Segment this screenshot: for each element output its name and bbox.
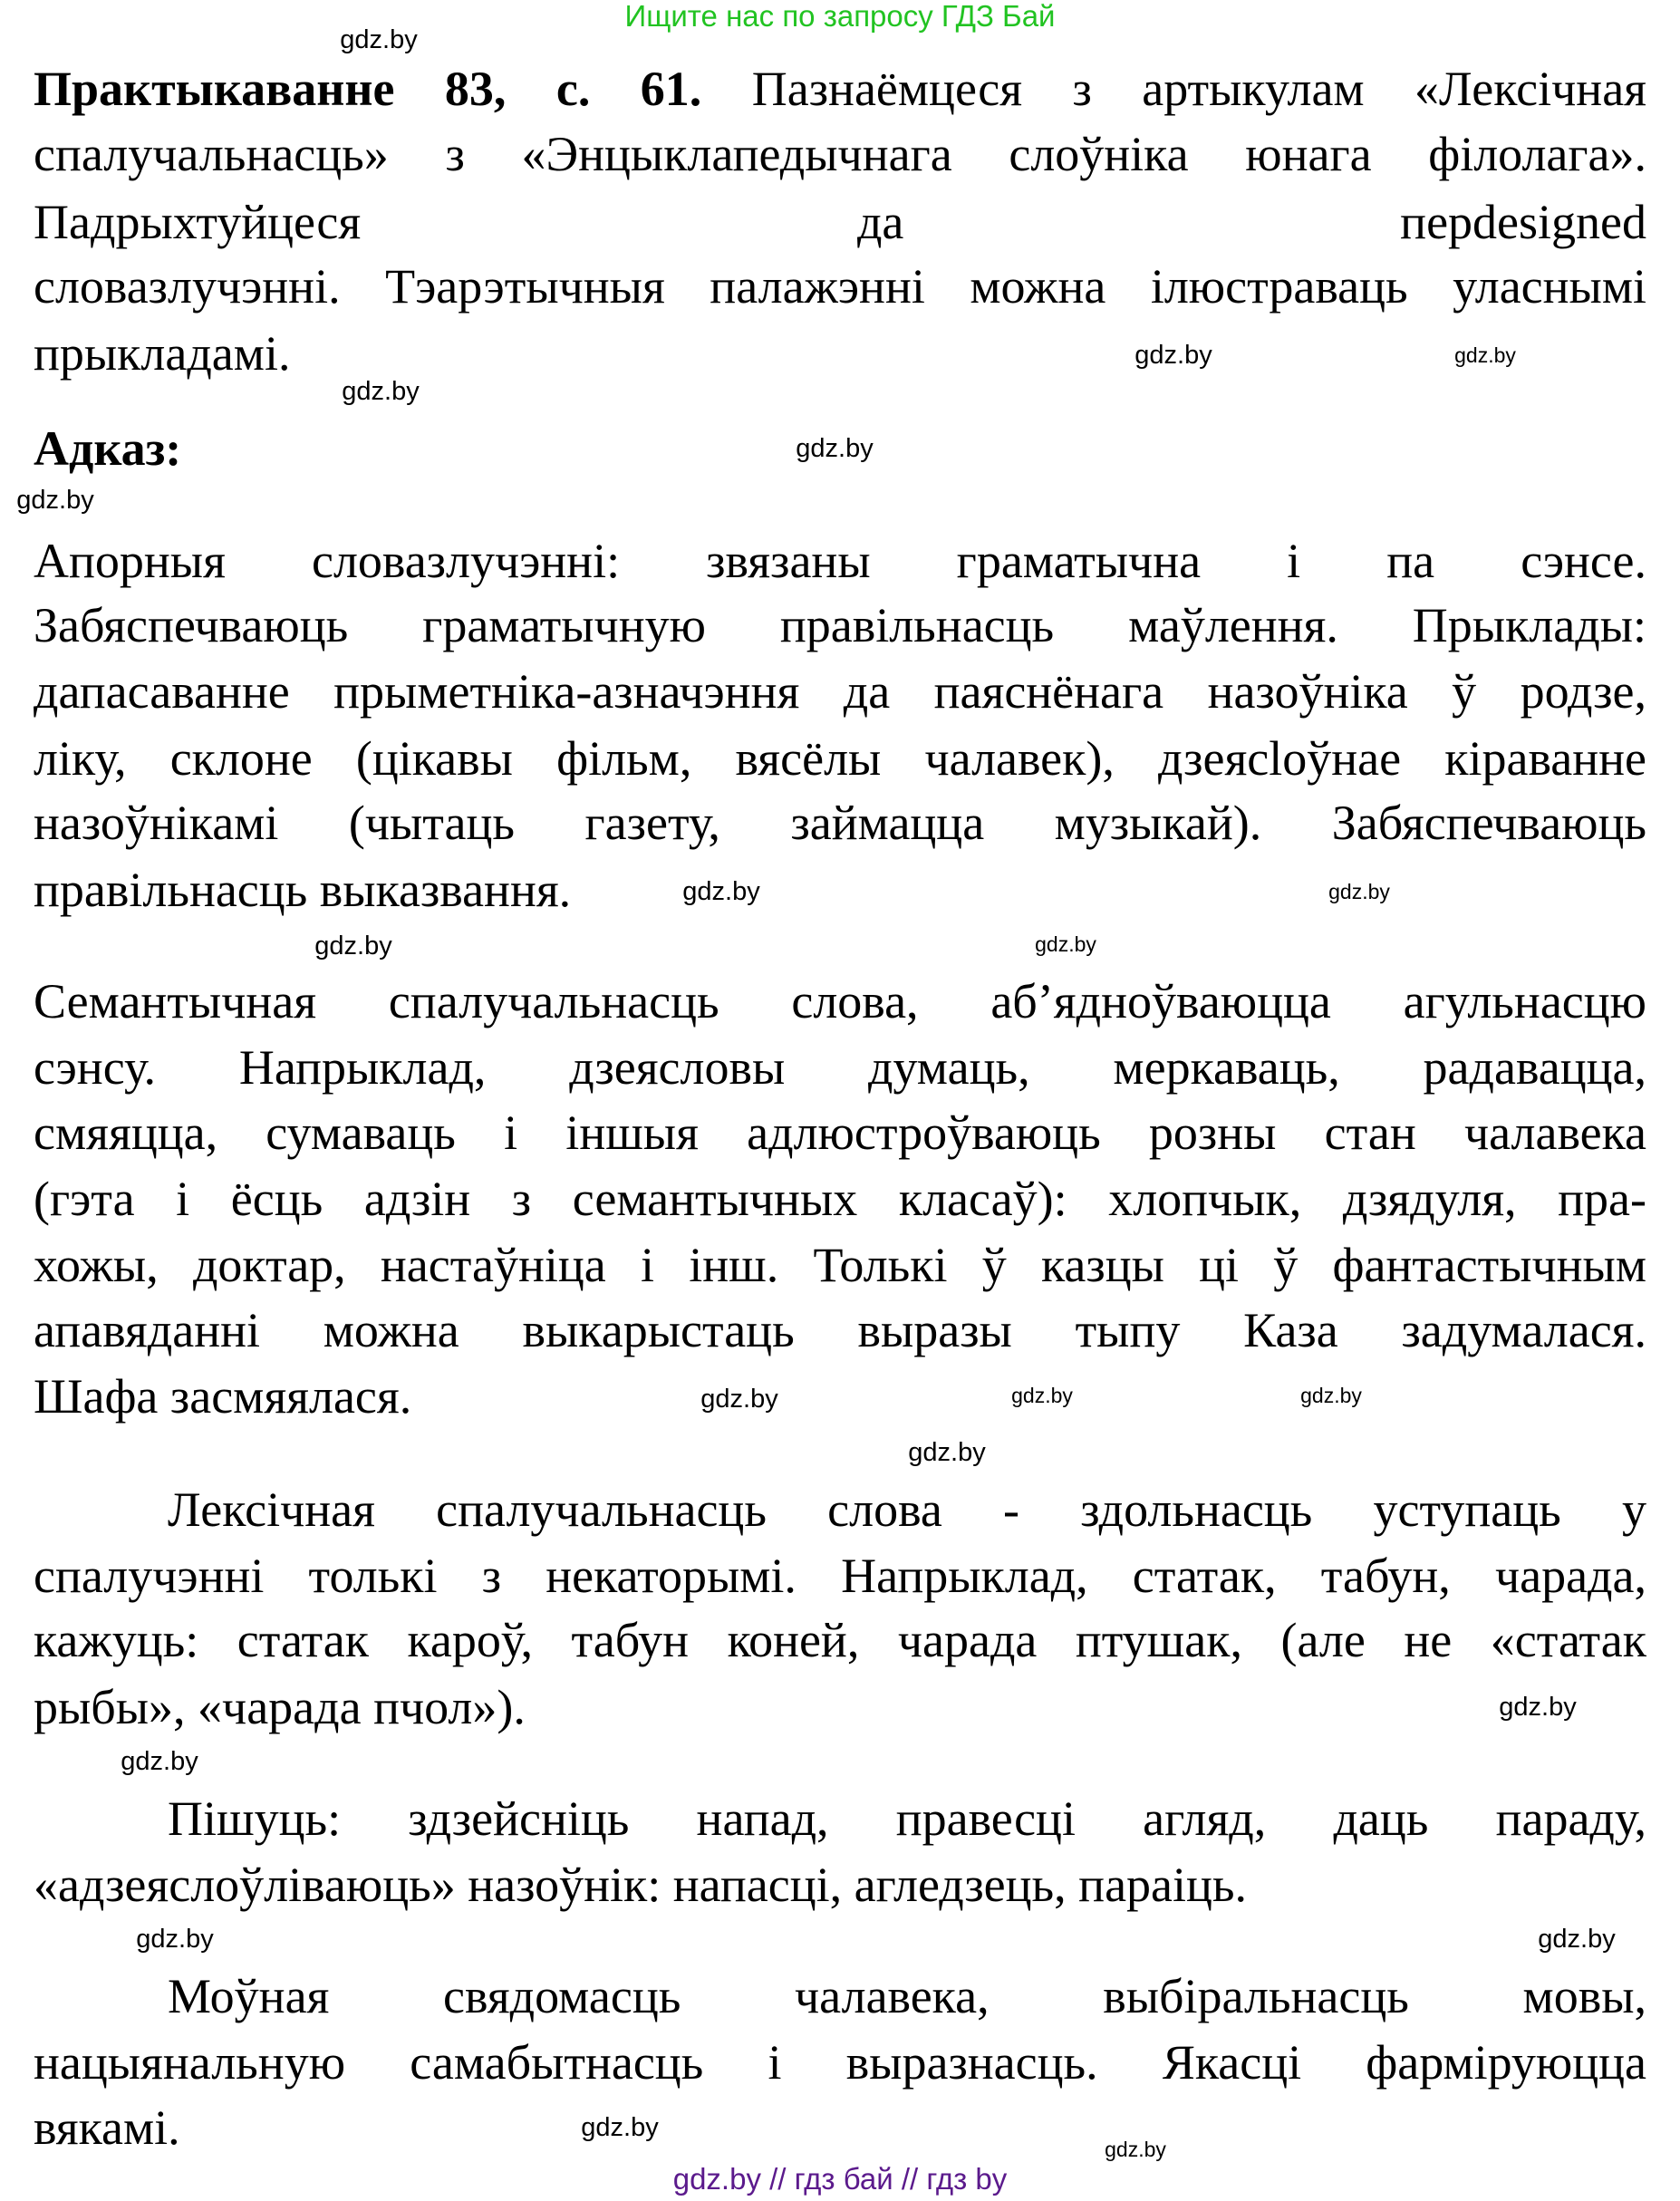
watermark: gdz.by [1538,1925,1616,1954]
paragraph-line: Семантычная спалучальнасць слова, аб’ядноўваюцца агульнасцю [34,974,1646,1028]
watermark: gdz.by [342,377,420,406]
paragraph-line: вякамі. [34,2100,180,2155]
watermark: gdz.by [700,1385,778,1414]
paragraph-line: Пішуць: здзейсніць напад, правесці агляд, даць параду, [168,1791,1646,1846]
paragraph-line: рыбы», «чарада пчол»). [34,1680,526,1734]
watermark: gdz.by [908,1438,986,1467]
paragraph-line: ліку, склоне (цікавы фільм, вясёлы чалавек), дзеясloўнае кіраванне [34,731,1646,786]
paragraph-line: спалучэнні толькі з некаторымі. Напрыклад, статак, табун, чарада, [34,1549,1646,1603]
paragraph-line: сэнсу. Напрыклад, дзеясловы думаць, меркаваць, радавацца, [34,1040,1646,1095]
watermark: gdz.by [340,25,418,54]
watermark: gdz.by [1499,1693,1577,1722]
answer-heading: Адказ: [34,421,182,476]
task-line: прыкладамі. [34,326,291,381]
paragraph-line: хожы, доктар, настаўніца і інш. Толькі ў казцы ці ў фантастычным [34,1238,1646,1292]
watermark: gdz.by [136,1925,214,1954]
task-line: спалучальнасць» з «Энцыклапедычнага слоўніка юнага філолага». [34,127,1646,181]
paragraph-line: апавяданні можна выкарыстаць выразы тыпу Каза задумалася. [34,1303,1646,1357]
watermark: gdz.by [1011,1384,1073,1407]
paragraph-line: дапасаванне прыметніка-азначэння да паяснёнага назоўніка ў родзе, [34,664,1646,719]
paragraph-line: Моўная свядомасць чалавека, выбіральнасць мовы, [168,1969,1646,2023]
paragraph-line: «адзеяслоўліваюць» назоўнік: напасці, агледзець, параіць. [34,1858,1248,1912]
watermark: gdz.by [16,486,94,515]
paragraph-line: Шафа засмяялася. [34,1369,412,1424]
watermark: gdz.by [682,877,760,906]
search-banner[interactable]: Ищите нас по запросу ГДЗ Бай [624,0,1056,33]
task-line [34,56,1646,121]
task-line: Падрыхтуйцеся да перdesigned [34,195,1646,249]
paragraph-line: назоўнікамі (чытаць газету, займацца музыкай). Забяспечваюць [34,796,1646,850]
task-line: словазлучэнні. Тэарэтычныя палажэнні можна ілюстраваць уласнымі [34,259,1646,314]
watermark: gdz.by [1454,343,1516,367]
paragraph-line: Апорныя словазлучэнні: звязаны граматычна і па сэнсе. [34,534,1646,588]
watermark: gdz.by [121,1747,198,1776]
paragraph-line: нацыянальную самабытнасць і выразнасць. Якасці фарміруюцца [34,2035,1646,2090]
footer-links[interactable]: gdz.by // гдз бай // гдз by [672,2162,1008,2196]
watermark: gdz.by [314,932,392,961]
watermark: gdz.by [581,2113,659,2142]
watermark: gdz.by [1134,341,1212,370]
watermark: gdz.by [1035,932,1096,956]
paragraph-line: (гэта і ёсць адзін з семантычных класаў): хлопчык, дзядуля, пра- [34,1172,1646,1226]
watermark: gdz.by [1300,1384,1362,1407]
watermark: gdz.by [1328,880,1390,903]
paragraph-line: кажуць: статак кароў, табун коней, чарада птушак, (але не «статак [34,1613,1646,1667]
paragraph-line: смяяцца, сумаваць і іншыя адлюстроўваюць розны стан чалавека [34,1105,1646,1160]
watermark: gdz.by [1105,2138,1166,2161]
paragraph-line: правільнасць выказвання. [34,863,572,917]
task-title: Практыкаванне 83, с. 61. [34,62,702,116]
paragraph-line: Забяспечваюць граматычную правільнасць маўлення. Прыклады: [34,598,1646,652]
watermark: gdz.by [796,434,874,463]
task-text: Пазнаёмцеся з артыкулам «Лексічная [751,62,1646,116]
paragraph-line: Лексічная спалучальнасць слова - здольнасць уступаць у [168,1482,1646,1537]
